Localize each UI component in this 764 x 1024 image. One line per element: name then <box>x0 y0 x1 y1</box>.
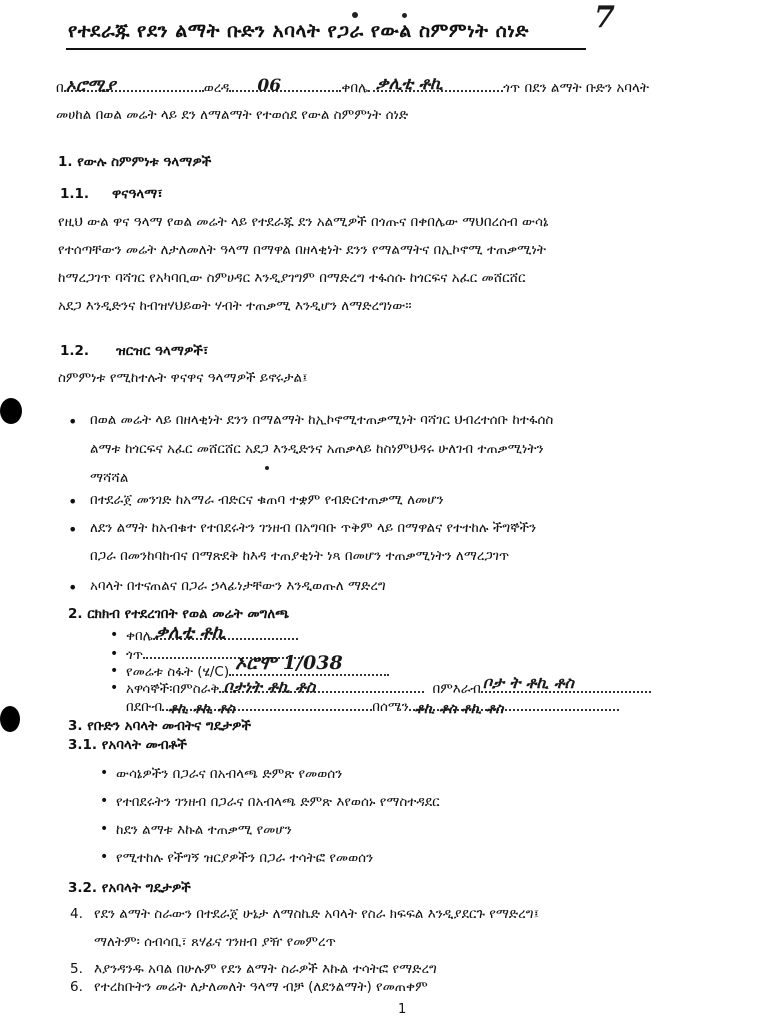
title-underline <box>66 48 586 50</box>
list-item-6: የተረከቡትን መሬት ለታለመለት ዓላማ ብቻ (ለደንልማት) የመጠቀም <box>94 979 428 995</box>
land-item-kebele <box>126 622 298 644</box>
land-item-handwriting: ቦታነት ቶኪ ቶስ <box>223 677 316 696</box>
land-item-handwriting: ቦታ ት ቶኪ ቶስ <box>482 673 574 692</box>
document-title: የተደራጁ የደን ልማት ቡድን አባላት የጋራ የውል ስምምነት ሰነድ <box>68 20 529 42</box>
right-item: • የሚተከሉ የችግኝ ዝርያዎችን በጋራ ተሳትፎ የመወሰን <box>116 850 373 866</box>
region-field <box>64 76 204 96</box>
objective-bullet-4 <box>90 578 386 594</box>
land-item-label: ቀበሌ <box>126 628 153 644</box>
land-item-field <box>219 677 424 696</box>
punch-hole <box>0 398 22 424</box>
objective-bullet-2 <box>90 492 444 508</box>
kebele-label: ቀበሌ <box>341 80 369 96</box>
list-item-4 <box>94 906 539 950</box>
woreda-handwriting: 06 <box>257 76 282 96</box>
land-item-field <box>162 701 372 717</box>
right-item: • ውሳኔዎችን በጋራና በአብላጫ ድምጽ የመወሰን <box>116 766 342 782</box>
bullet-line: ማሻሻል <box>90 470 129 486</box>
right-item: • ከደን ልማቱ እኩል ተጠቃሚ የመሆን <box>116 822 292 838</box>
land-item-label: የመሬቱ ስፋት (ሄ/C) <box>126 664 230 680</box>
right-item: • የተበደሩትን ገንዘብ በጋራና በአብላጫ ድምጽ እየወሰኑ የማስተዳደር <box>116 794 440 810</box>
handwritten-page-mark: 7 <box>594 0 615 35</box>
bullet-line: • አባላት በተናጠልና በጋራ ኃላፊነታቸውን እንዲወጡለ ማድረግ <box>90 578 386 594</box>
subsection-1-1-paragraph <box>58 214 738 326</box>
page-number: 1 <box>398 1002 407 1017</box>
intro-prefix: በ <box>56 80 64 96</box>
list-item-number: 5. <box>70 961 83 977</box>
list-item-number: 4. <box>70 906 83 922</box>
land-item-label: በሰሜን <box>372 699 409 715</box>
objective-bullet-1 <box>90 412 553 486</box>
land-item-field <box>409 701 619 717</box>
kebele-handwriting: ቃሊቲ ቶኪ <box>376 74 443 94</box>
speck-mark <box>402 13 407 18</box>
subsection-3-2-title: 3.2. የአባላት ግዴታዎች <box>68 880 191 896</box>
region-handwriting: ኦሮሚያ <box>65 76 116 96</box>
list-item-5: እያንዳንዱ አባል በሁሉም የደን ልማት ስራዎች እኩል ተሳትፎ የማድረግ <box>94 961 437 977</box>
subsection-1-2-intro: ስምምነቱ የሚከተሉት ዋናዋና ዓላማዎች ይኖሩታል፤ <box>58 370 308 386</box>
section-3-heading: 3. የቡድን አባላት መብትና ግዴታዎች <box>68 718 252 734</box>
intro-line-1 <box>56 74 649 96</box>
land-item-label: ጎጥ <box>126 647 144 663</box>
bullet-line: • በተደራጀ መንገድ ከአማራ ብድርና ቁጠባ ተቋም የብድርተጠቃሚ ለመሆን <box>90 492 444 508</box>
bullet-line: ልማቱ ከጎርፍና አፈር መሸርሸር አደጋ እንዲድንና አጠቃላይ ከስነምህዳሩ ሁለገብ ተጠቃሚነትን <box>90 441 544 457</box>
section-1-heading: 1. የውሉ ስምምነቱ ዓላማዎች <box>58 154 212 170</box>
woreda-label: ወረዳ <box>203 80 230 96</box>
land-item-south-north <box>126 699 619 715</box>
woreda-field <box>229 76 341 96</box>
land-item-handwriting: ኦሮሞ 1/038 <box>235 652 343 674</box>
paragraph-line: የዚህ ውል ዋና ዓላማ የወል መሬት ላይ የተደራጁ ደን አልሚዎች በጎጡና በቀበሌው ማህበረሰብ ውሳኔ <box>58 214 549 230</box>
intro-line-2: መሀከል በወል መሬት ላይ ደን ለማልማት የተወሰደ የውል ስምምነት ሰነድ <box>56 107 409 123</box>
subsection-1-2-title: ዝርዝር ዓላማዎች፣ <box>116 343 209 359</box>
land-item-label: አዋሳኞች፡በምስራቅ <box>126 681 220 697</box>
paragraph-line: ከማረጋገጥ ባሻገር የአካባቢው ስምሀዳር እንዲያገግም በማድረግ ተፋሰሱ ከጎርፍና አፈር መሸርሸር <box>58 270 526 286</box>
land-item-handwriting: ቶኪ ቶኪ ቶስ <box>168 701 235 717</box>
land-item-field <box>229 652 389 676</box>
land-item-field <box>153 622 298 643</box>
bullet-line: • በወል መሬት ላይ በዘላቂነት ደንን በማልማት ከኢኮኖሚተጠቃሚነት ባሻገር ህብረተሰቡ ከተፋሰስ <box>90 412 554 428</box>
subsection-1-1-title: ዋናዓላማ፣ <box>112 186 163 202</box>
paragraph-line: አደጋ እንዲድንና ከብዝሃህይወት ሃብት ተጠቃሚ እንዲሆን ለማድረግነው፡፡ <box>58 298 412 314</box>
paragraph-line: የተሰጣቸውን መሬት ለታለመለት ዓላማ በማዋል በዘላቂነት ደንን የማልማትና በኢኮኖሚ ተጠቃሚነት <box>58 242 547 258</box>
punch-hole <box>0 706 20 732</box>
section-2-heading: 2. ርክክብ የተደረገበት የወል መሬት መግለጫ <box>68 606 290 622</box>
land-item-handwriting: ቃሊቲ ቶኪ <box>154 622 226 643</box>
subsection-1-1-number: 1.1. <box>60 186 90 202</box>
objective-bullet-3 <box>90 520 536 564</box>
subsection-3-1-title: 3.1. የአባላት መብቶች <box>68 737 187 753</box>
list-item-number: 6. <box>70 979 83 995</box>
land-item-field <box>481 673 651 693</box>
land-item-label: በምእራብ <box>432 681 481 697</box>
land-item-handwriting: ቶኪ ቶስ ቶኪ ቶስ <box>414 701 504 717</box>
land-item-label: በደቡብ <box>126 699 163 715</box>
bullet-line: • ለደን ልማት ከአብቁተ የተበደሩትን ገንዘብ በአግባቡ ጥቅም ላይ በማዋልና የተተከሉ ችግኞችን <box>90 520 537 536</box>
kebele-field <box>368 74 503 94</box>
list-line: ማለትም፡ ሰብሳቢ፣ ጸሃፊና ገንዘብ ያዥ የመምረጥ <box>94 934 336 950</box>
list-line: የደን ልማት ስራውን በተደራጀ ሁኔታ ለማስኬድ አባላት የስራ ክፍፍል እንዲያደርጉ የማድረግ፤ <box>94 906 540 922</box>
intro-suffix: ጎጥ በደን ልማት ቡድን አባላት <box>503 80 649 96</box>
land-item-east-west <box>126 673 651 697</box>
speck-mark <box>352 12 358 18</box>
subsection-1-2-number: 1.2. <box>60 343 90 359</box>
bullet-line: በጋራ በመንከባከብና በማጽደቅ ከእዳ ተጠያቂነት ነጻ በመሆን ተጠቃሚነትን ለማረጋገጥ <box>90 548 510 564</box>
